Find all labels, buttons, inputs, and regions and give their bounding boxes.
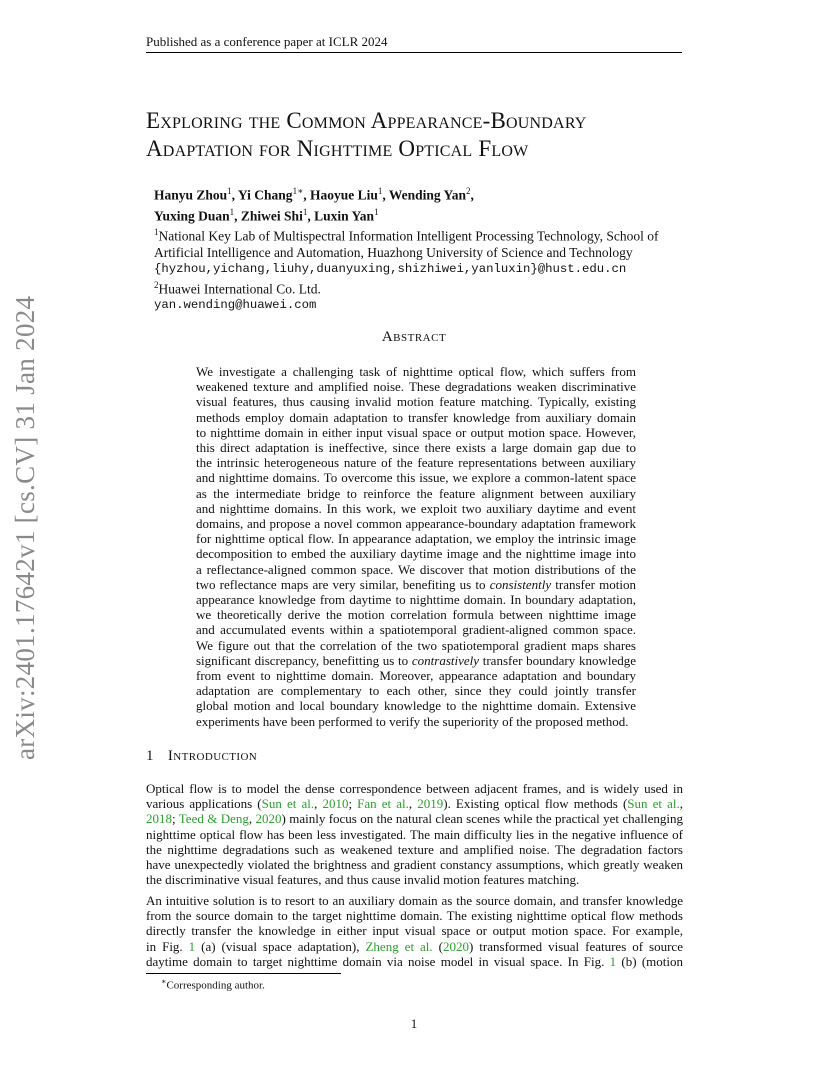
footnote-mark: ∗ bbox=[161, 977, 167, 986]
abstract-line: from event to nighttime domain. Moreover, appearance adaptation and boundary bbox=[196, 668, 636, 684]
citation-link[interactable]: Teed & Deng bbox=[178, 811, 249, 827]
citation-link[interactable]: 2010 bbox=[322, 796, 349, 812]
text-line: in Fig. 1 (a) (visual space adaptation), Zheng et al. (2020) transformed visual features of source bbox=[146, 938, 683, 954]
author-affiliation-mark: 1 bbox=[227, 186, 232, 196]
text-line: various applications (Sun et al., 2010; Fan et al., 2019). Existing optical flow methods (Sun et al., bbox=[146, 796, 683, 812]
author-affiliation-mark: 1∗ bbox=[292, 186, 304, 196]
footnote bbox=[161, 977, 265, 992]
abstract-line: appearance knowledge from daytime to nighttime domain. In boundary adaptation, bbox=[196, 592, 636, 608]
text-line: Optical flow is to model the dense correspondence between adjacent frames, and is widely used in bbox=[146, 781, 683, 796]
abstract-line: domains, and propose a novel common appearance-boundary adaptation framework bbox=[196, 516, 636, 532]
abstract-line: and nighttime domains. To overcome this issue, we explore a common-latent space bbox=[196, 470, 636, 486]
author-name: Zhiwei Shi bbox=[240, 208, 303, 223]
abstract-line: global motion and local boundary knowledge to the nighttime domain. Extensive bbox=[196, 698, 636, 714]
author-affiliation-mark: 1 bbox=[377, 186, 383, 196]
citation-link[interactable]: 2019 bbox=[417, 796, 444, 812]
abstract-line: We investigate a challenging task of nighttime optical flow, which suffers from bbox=[196, 364, 636, 379]
citation-link[interactable]: Sun et al. bbox=[261, 796, 315, 812]
abstract-line: experiments have been performed to verify the superiority of the proposed method. bbox=[196, 713, 629, 729]
text-line: 2018; Teed & Deng, 2020) mainly focus on the natural clean scenes while the practical yet challenging bbox=[146, 811, 684, 827]
author-name: Hanyu Zhou bbox=[154, 187, 228, 203]
abstract-line: visual features, thus causing invalid motion feature matching. Typically, existing bbox=[196, 394, 636, 410]
abstract-heading: Abstract bbox=[381, 329, 447, 345]
abstract-line: we theoretically derive the motion correlation formula between nighttime image bbox=[196, 607, 636, 623]
abstract-line: and accumulated events within a spatiotemporal gradient-aligned common space. bbox=[196, 622, 636, 638]
abstract-line: a reflectance-aligned common space. We discover that motion distributions of the bbox=[196, 561, 636, 577]
affiliation-1 bbox=[154, 224, 714, 245]
abstract-line: methods employ domain adaptation to transfer knowledge from auxiliary domain bbox=[196, 409, 636, 425]
intro-paragraph-1 bbox=[146, 781, 683, 887]
affiliation-2: $^2$Huawei International Co. Ltd. bbox=[154, 279, 321, 296]
author-name: Yuxing Duan bbox=[154, 208, 230, 223]
text-line: from the source domain to the target nighttime domain. The existing nighttime optical flow methods bbox=[146, 908, 683, 924]
author-name: Luxin Yan bbox=[314, 208, 374, 223]
author-affiliation-mark: 1 bbox=[229, 206, 235, 217]
abstract-line: significant discrepancy, benefitting us to contrastively transfer boundary knowledge bbox=[196, 652, 636, 668]
author-names-line-2: Yuxing Duan$^1$, Zhiwei Shi$^1$, Luxin Yan$^1$ bbox=[154, 206, 379, 223]
abstract-text bbox=[196, 364, 636, 729]
author-name: Haoyue Liu bbox=[309, 187, 378, 203]
citation-link[interactable]: 2020 bbox=[255, 811, 282, 827]
footnote-rule bbox=[146, 973, 341, 974]
citation-link[interactable]: 2018 bbox=[146, 811, 172, 827]
citation-link[interactable]: Sun et al. bbox=[627, 796, 680, 812]
footnote-text: Corresponding author. bbox=[166, 979, 265, 992]
citation-link[interactable]: 1 bbox=[188, 938, 196, 954]
text-line: An intuitive solution is to resort to an auxiliary domain as the source domain, and transfer knowledge bbox=[146, 893, 683, 908]
page-number: 1 bbox=[410, 1016, 418, 1031]
abstract-line: We figure out that the correlation of the two spatiotemporal gradient maps shares bbox=[196, 637, 636, 653]
citation-link[interactable]: 2020 bbox=[442, 938, 469, 954]
citation-link[interactable]: Fan et al. bbox=[357, 796, 409, 812]
affiliation-1-mark: 1 bbox=[154, 227, 159, 237]
text-line: daytime domain to target nighttime domain via noise model in visual space. In Fig. 1 (b) (motion bbox=[146, 953, 683, 969]
author-name: Yi Chang bbox=[237, 187, 293, 203]
affiliation-1-line-1: National Key Lab of Multispectral Information Intelligent Processing Technology, School of bbox=[158, 228, 659, 244]
abstract-line: this direct adaptation is ineffective, since there exists a large domain gap due to bbox=[196, 440, 636, 456]
affiliation-1-line-2: Artificial Intelligence and Automation, Huazhong University of Science and Technology bbox=[154, 244, 633, 260]
abstract-line: as the intermediate bridge to reinforce the feature alignment between auxiliary bbox=[196, 485, 636, 501]
citation-link[interactable]: Zheng et al. bbox=[365, 938, 433, 954]
emphasis: contrastively bbox=[411, 652, 480, 668]
text-line: the discriminative visual features, and thus cause invalid motion features matching. bbox=[146, 872, 580, 888]
title-line-1: Exploring the Common Appearance-Boundary bbox=[146, 108, 587, 133]
section-number: 1 bbox=[146, 748, 154, 764]
email-huawei[interactable]: yan.wending@huawei.com bbox=[154, 298, 317, 312]
author-affiliation-mark: 1 bbox=[302, 206, 308, 217]
section-title: Introduction bbox=[167, 748, 258, 764]
header-rule bbox=[146, 52, 682, 53]
text-line: nighttime optical flow has been less investigated. The main difficulty lies in the negative influence of bbox=[146, 826, 683, 842]
arxiv-watermark[interactable]: arXiv:2401.17642v1 [cs.CV] 31 Jan 2024 bbox=[10, 295, 40, 760]
abstract-line: decomposition to embed the auxiliary daytime image and the nighttime image into bbox=[196, 546, 636, 562]
abstract-line: the intrinsic heterogeneous nature of the feature representations between auxiliary bbox=[196, 455, 636, 471]
author-block bbox=[154, 183, 714, 313]
abstract-line: and nighttime domains. In this work, we exploit two auxiliary daytime and event bbox=[196, 500, 636, 516]
abstract-line: adaptation are complementary to each other, since they could jointly transfer bbox=[196, 683, 636, 699]
abstract-line: to nighttime domain in either input visual space or output motion space. However, bbox=[196, 424, 636, 440]
abstract-line: for nighttime optical flow. In appearance adaptation, we employ the intrinsic image bbox=[196, 531, 636, 547]
text-line: the nighttime degradations such as weakened texture and amplified noise. The degradation factors bbox=[146, 841, 683, 857]
running-header: Published as a conference paper at ICLR 2024 bbox=[146, 34, 388, 49]
intro-paragraph-2 bbox=[146, 893, 683, 969]
text-line: directly transfer the knowledge in either input visual space or output motion space. For example, bbox=[146, 923, 683, 939]
emphasis: consistently bbox=[489, 576, 552, 592]
title-line-2: Adaptation for Nighttime Optical Flow bbox=[146, 136, 529, 161]
email-hust[interactable]: {hyzhou,yichang,liuhy,duanyuxing,shizhiwei,yanluxin}@hust.edu.cn bbox=[154, 261, 627, 276]
text-line: have unexpectedly violated the brightness and gradient constancy assumptions, which greatly weaken bbox=[146, 857, 683, 873]
abstract-line: two reflectance maps are very similar, benefiting us to consistently transfer motion bbox=[196, 576, 636, 592]
abstract-line: weakened texture and amplified noise. These degradations weaken discriminative bbox=[196, 379, 636, 395]
author-names-line-1: Hanyu Zhou$^1$, Yi Chang$^{1∗}$, Haoyue Liu$^1$, Wending Yan$^2$, bbox=[154, 186, 474, 203]
section-heading-introduction bbox=[146, 748, 257, 765]
author-affiliation-mark: 1 bbox=[373, 206, 379, 217]
affiliation-2-mark: 2 bbox=[154, 279, 159, 290]
citation-link[interactable]: 1 bbox=[609, 953, 617, 969]
author-affiliation-mark: 2 bbox=[466, 186, 471, 196]
author-name: Wending Yan bbox=[388, 187, 467, 203]
paper-title bbox=[146, 107, 706, 163]
